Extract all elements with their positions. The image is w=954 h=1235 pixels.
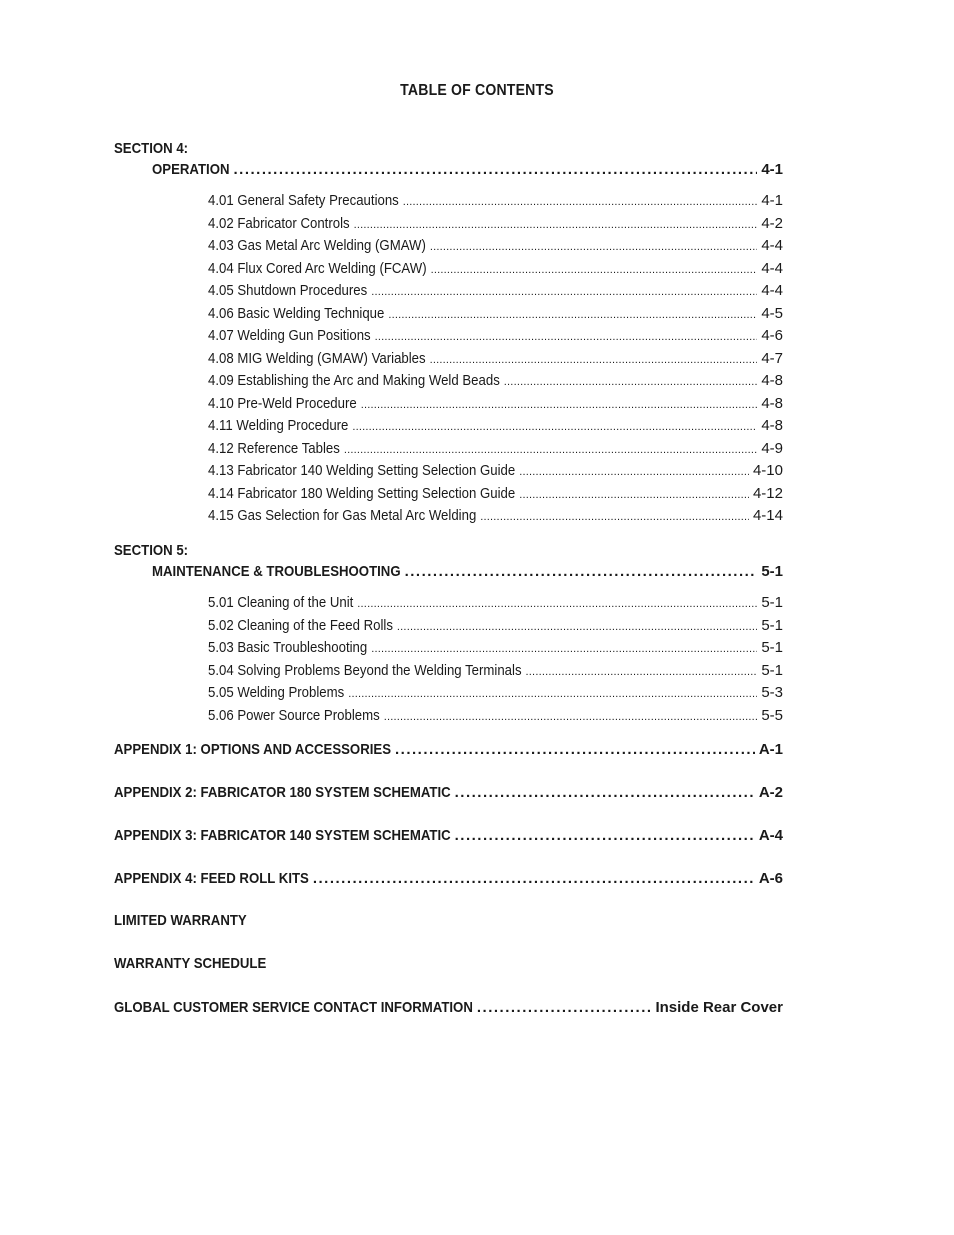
toc-subentry-page: 5-3 (761, 684, 783, 701)
toc-subentry-page: 4-8 (761, 417, 783, 434)
toc-entry-page: A-2 (758, 784, 783, 801)
toc-subentry-title: 4.12 Reference Tables (208, 439, 340, 457)
toc-subentry-title: 4.10 Pre-Weld Procedure (208, 394, 357, 412)
toc-entry-page: 4-1 (761, 161, 783, 178)
toc-entry-title: APPENDIX 4: FEED ROLL KITS (114, 870, 309, 887)
toc-entry-warranty-schedule[interactable]: WARRANTY SCHEDULE (114, 955, 267, 972)
toc-subentry-title: 5.03 Basic Troubleshooting (208, 639, 368, 656)
toc-subentry-title: 4.15 Gas Selection for Gas Metal Arc Welding (208, 507, 477, 524)
dot-leader (357, 593, 757, 616)
dot-leader (526, 661, 758, 684)
toc-entry-appendix-2[interactable] (114, 782, 783, 803)
toc-entry-operation[interactable] (114, 159, 783, 180)
dot-leader (397, 616, 757, 639)
dot-leader (388, 304, 757, 327)
toc-entry-title: GLOBAL CUSTOMER SERVICE CONTACT INFORMATION (114, 999, 473, 1016)
toc-subentry-page: 4-6 (761, 327, 783, 344)
section-5-label: SECTION 5: (114, 542, 189, 559)
toc-subentry[interactable] (208, 303, 783, 326)
dot-leader (344, 439, 757, 462)
toc-subentry-title: 5.05 Welding Problems (208, 684, 345, 701)
toc-subentry-page: 4-14 (752, 507, 783, 524)
toc-subentry-page: 4-4 (761, 237, 783, 254)
toc-subentry-title: 5.01 Cleaning of the Unit (208, 594, 354, 611)
dot-leader (233, 159, 757, 180)
dot-leader (519, 461, 749, 484)
dot-leader (504, 371, 758, 394)
toc-entry-appendix-1[interactable] (114, 739, 783, 760)
toc-subentry-page: 5-1 (761, 594, 783, 611)
toc-subentry[interactable] (208, 370, 783, 393)
toc-subentry-title: 4.02 Fabricator Controls (208, 214, 350, 232)
dot-leader (384, 706, 758, 729)
toc-subentry[interactable] (208, 393, 783, 416)
dot-leader (455, 825, 755, 846)
dot-leader (519, 484, 749, 507)
toc-subentry[interactable] (208, 682, 783, 705)
dot-leader (480, 506, 749, 529)
toc-subentry-title: 5.06 Power Source Problems (208, 706, 380, 724)
toc-entry-appendix-4[interactable] (114, 868, 783, 889)
toc-subentry-page: 4-8 (761, 394, 783, 412)
toc-subentry-page: 5-5 (761, 706, 783, 724)
toc-subentry[interactable] (208, 280, 783, 303)
toc-subentry-title: 4.03 Gas Metal Arc Welding (GMAW) (208, 237, 426, 254)
toc-subentry-title: 5.04 Solving Problems Beyond the Welding Terminals (208, 661, 522, 679)
toc-subentry-title: 4.04 Flux Cored Arc Welding (FCAW) (208, 259, 427, 277)
toc-entry-page: A-1 (758, 741, 783, 758)
toc-subentry-page: 5-1 (761, 639, 783, 656)
dot-leader (455, 782, 755, 803)
toc-subentry[interactable] (208, 505, 783, 528)
toc-subentry-title: 5.02 Cleaning of the Feed Rolls (208, 616, 393, 634)
toc-subentry-page: 4-8 (761, 372, 783, 389)
toc-entry-title: APPENDIX 2: FABRICATOR 180 SYSTEM SCHEMATIC (114, 784, 451, 801)
toc-subentry-page: 4-5 (761, 304, 783, 322)
toc-subentry-title: 4.09 Establishing the Arc and Making Weld Beads (208, 372, 500, 389)
toc-subentry-title: 4.06 Basic Welding Technique (208, 304, 385, 322)
toc-subentry[interactable] (208, 325, 783, 348)
dot-leader (430, 349, 758, 372)
section-4-label: SECTION 4: (114, 140, 189, 157)
toc-subentry[interactable] (208, 258, 783, 281)
toc-subentry-title: 4.13 Fabricator 140 Welding Setting Selection Guide (208, 462, 516, 479)
toc-subentry[interactable] (208, 235, 783, 258)
toc-subentry-page: 4-9 (761, 439, 783, 457)
toc-subentry[interactable] (208, 460, 783, 483)
toc-entry-limited-warranty[interactable]: LIMITED WARRANTY (114, 912, 247, 929)
toc-entry-global-contact[interactable] (114, 997, 783, 1018)
section-4-subentries (208, 190, 783, 528)
toc-subentry[interactable] (208, 438, 783, 461)
toc-entry-appendix-3[interactable] (114, 825, 783, 846)
section-4-header (114, 139, 783, 180)
toc-subentry-title: 4.11 Welding Procedure (208, 417, 349, 434)
dot-leader (348, 683, 757, 706)
toc-subentry[interactable] (208, 705, 783, 728)
toc-subentry-page: 5-1 (761, 661, 783, 679)
toc-entry-title: MAINTENANCE & TROUBLESHOOTING (152, 563, 401, 580)
toc-subentry-title: 4.07 Welding Gun Positions (208, 327, 371, 344)
toc-subentry-page: 4-4 (761, 259, 783, 277)
toc-subentry[interactable] (208, 615, 783, 638)
toc-entry-title: APPENDIX 1: OPTIONS AND ACCESSORIES (114, 741, 392, 758)
toc-subentry[interactable] (208, 660, 783, 683)
toc-subentry-title: 4.08 MIG Welding (GMAW) Variables (208, 349, 426, 367)
toc-entry-title: APPENDIX 3: FABRICATOR 140 SYSTEM SCHEMATIC (114, 827, 451, 844)
dot-leader (361, 394, 758, 417)
toc-entry-page: A-4 (758, 827, 783, 844)
toc-subentry-title: 4.05 Shutdown Procedures (208, 282, 368, 299)
section-5-subentries (208, 592, 783, 727)
toc-subentry[interactable] (208, 592, 783, 615)
toc-subentry-page: 4-4 (761, 282, 783, 299)
toc-subentry[interactable] (208, 415, 783, 438)
toc-subentry-title: 4.01 General Safety Precautions (208, 192, 399, 209)
dot-leader (403, 191, 758, 214)
dot-leader (405, 561, 758, 582)
dot-leader (430, 236, 757, 259)
toc-entry-title: OPERATION (152, 161, 230, 178)
dot-leader (431, 259, 758, 282)
dot-leader (313, 868, 755, 889)
toc-entry-page: A-6 (758, 870, 783, 887)
dot-leader (375, 326, 758, 349)
toc-subentry-page: 4-7 (761, 349, 783, 367)
dot-leader (395, 739, 755, 760)
page-title: TABLE OF CONTENTS (400, 82, 554, 99)
toc-subentry-page: 4-12 (752, 484, 783, 502)
toc-subentry-page: 4-1 (761, 192, 783, 209)
toc-subentry-page: 4-2 (761, 214, 783, 232)
dot-leader (352, 416, 757, 439)
section-5-header (114, 541, 783, 582)
toc-entry-page: 5-1 (761, 563, 783, 580)
dot-leader (477, 997, 652, 1018)
toc-subentry[interactable] (208, 213, 783, 236)
toc-subentry-title: 4.14 Fabricator 180 Welding Setting Selection Guide (208, 484, 516, 502)
toc-subentry-page: 5-1 (761, 616, 783, 634)
dot-leader (371, 281, 757, 304)
toc-subentry-page: 4-10 (752, 462, 783, 479)
toc-subentry[interactable] (208, 190, 783, 213)
dot-leader (371, 638, 757, 661)
toc-entry-maintenance[interactable] (114, 561, 783, 582)
toc-subentry[interactable] (208, 348, 783, 371)
toc-subentry[interactable] (208, 637, 783, 660)
dot-leader (354, 214, 758, 237)
toc-entry-page: Inside Rear Cover (655, 999, 783, 1016)
toc-subentry[interactable] (208, 483, 783, 506)
